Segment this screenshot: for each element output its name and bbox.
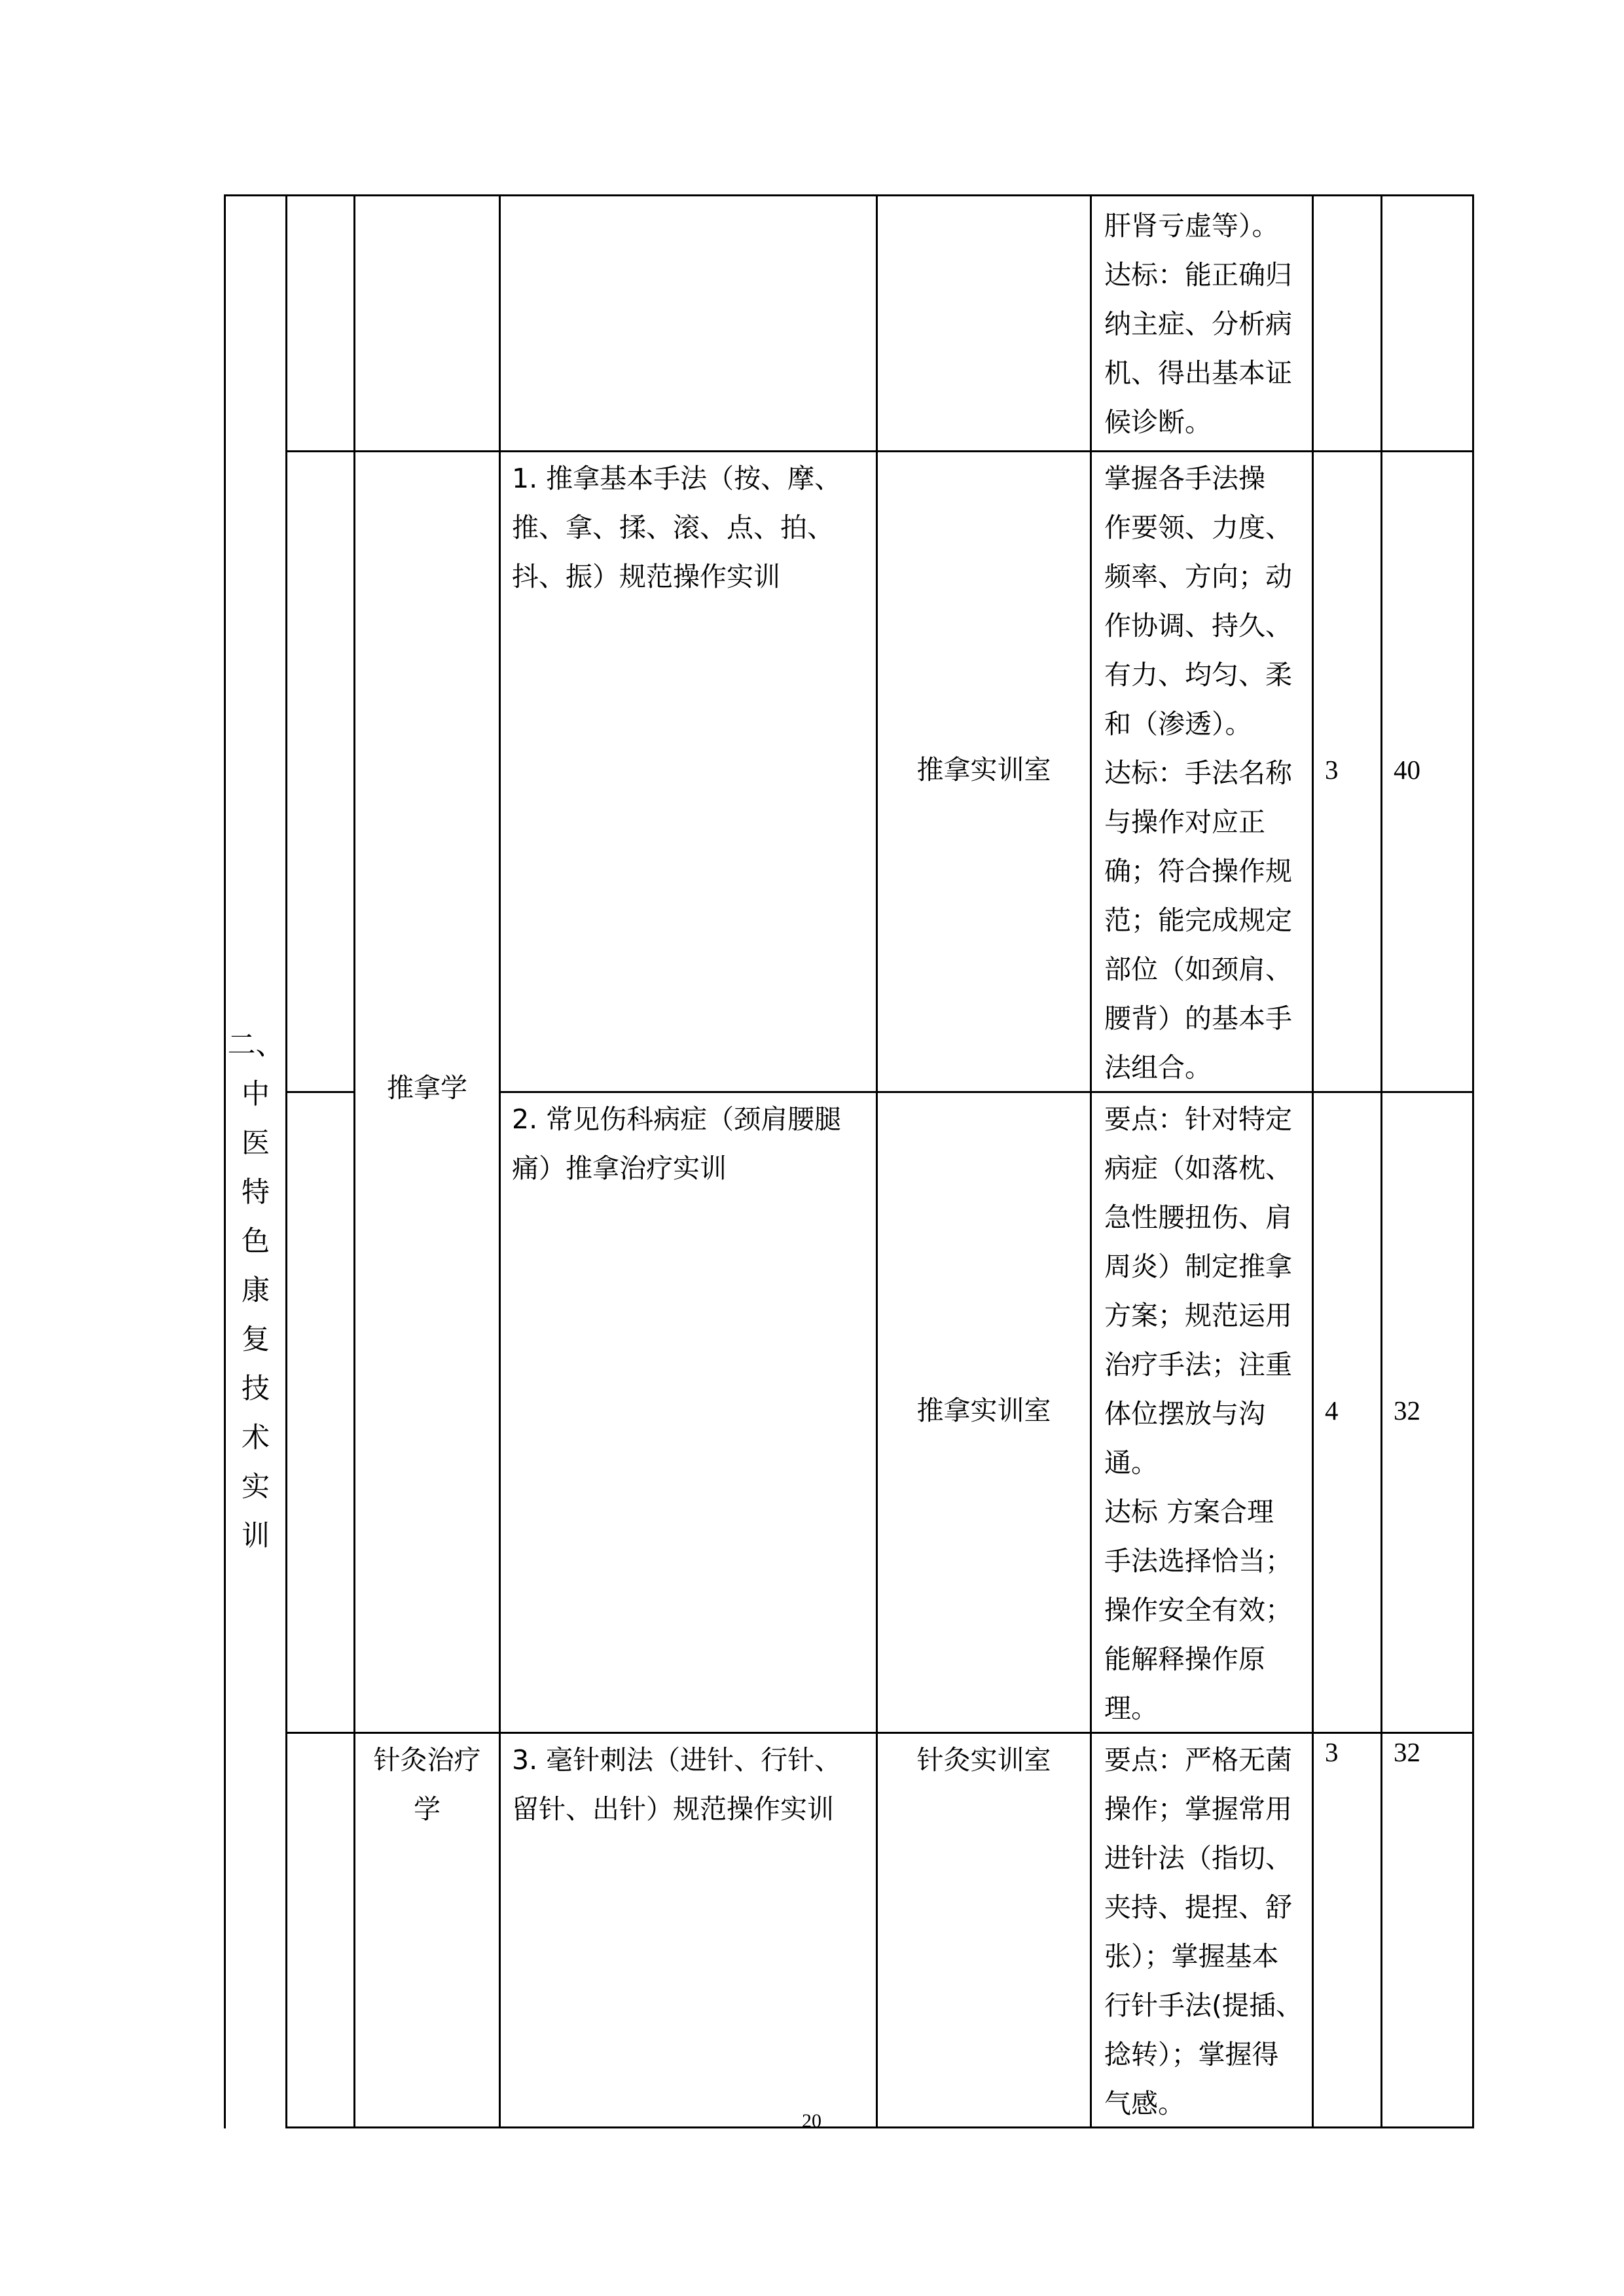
row-1-room: 推拿实训室 — [916, 754, 1051, 785]
row-3-item: 3. 毫针刺法（进针、行针、 留针、出针）规范操作实训 — [512, 1744, 842, 1825]
section-label-char: 康 — [242, 1274, 270, 1307]
column-divider — [499, 194, 501, 2128]
table-right-border — [1472, 194, 1474, 2128]
row-3-level: 3 — [1325, 1737, 1339, 1767]
section-label-char: 二、 — [227, 1029, 284, 1062]
row-2-room: 推拿实训室 — [916, 1395, 1051, 1426]
row-3-room: 针灸实训室 — [916, 1744, 1051, 1776]
course-name-acupuncture: 针灸治疗 学 — [373, 1744, 481, 1825]
column-divider — [285, 194, 287, 2128]
row-1-hours: 40 — [1394, 755, 1420, 785]
section-label-char: 训 — [242, 1520, 270, 1552]
row-divider — [499, 1091, 1474, 1093]
row-0-criteria: 肝肾亏虚等）。 达标：能正确归 纳主症、分析病 机、得出基本证 候诊断。 — [1104, 210, 1292, 438]
row-2-criteria: 要点：针对特定 病症（如落枕、 急性腰扭伤、肩 周炎）制定推拿 方案；规范运用 治疗手法；注重 体位摆放与沟 通。 达标 方案合理 手法选择恰当； 操作安全有效； 能解释操作原 理。 — [1104, 1103, 1292, 1724]
section-label-char: 医 — [242, 1127, 270, 1160]
section-label-char: 特 — [242, 1176, 270, 1209]
section-label-char: 技 — [242, 1372, 270, 1405]
row-2-hours: 32 — [1394, 1395, 1420, 1426]
course-name-tuina: 推拿学 — [387, 1072, 467, 1103]
row-2-item: 2. 常见伤科病症（颈肩腰腿 痛）推拿治疗实训 — [512, 1103, 842, 1184]
table-top-border — [224, 194, 1474, 196]
row-3-hours: 32 — [1394, 1737, 1420, 1767]
section-label-char: 实 — [242, 1471, 270, 1503]
column-divider — [353, 194, 355, 2128]
column-divider — [1312, 194, 1314, 2128]
row-1-level: 3 — [1325, 755, 1339, 785]
row-divider — [285, 450, 1474, 452]
row-1-item: 1. 推拿基本手法（按、摩、 推、拿、揉、滚、点、拍、 抖、振）规范操作实训 — [512, 463, 842, 592]
row-3-criteria: 要点：严格无菌 操作；掌握常用 进针法（指切、 夹持、提捏、舒 张）；掌握基本 行针手法(提插、 捻转）；掌握得 气感。 — [1104, 1744, 1303, 2119]
page-number: 20 — [802, 2110, 821, 2132]
section-label-char: 术 — [242, 1422, 270, 1454]
section-label-char: 色 — [242, 1225, 270, 1258]
column-divider — [1380, 194, 1382, 2128]
row-divider — [285, 1091, 353, 1093]
column-divider — [876, 194, 878, 2128]
section-label — [226, 1021, 285, 1561]
row-2-level: 4 — [1325, 1395, 1339, 1426]
row-1-criteria: 掌握各手法操 作要领、力度、 频率、方向；动 作协调、持久、 有力、均匀、柔 和（渗透）。 达标：手法名称 与操作对应正 确；符合操作规 范；能完成规定 部位（如颈肩、 腰背）的基本手 法组合。 — [1104, 463, 1292, 1083]
column-divider — [1090, 194, 1092, 2128]
section-label-char: 复 — [242, 1323, 270, 1356]
section-label-char: 中 — [242, 1078, 270, 1111]
